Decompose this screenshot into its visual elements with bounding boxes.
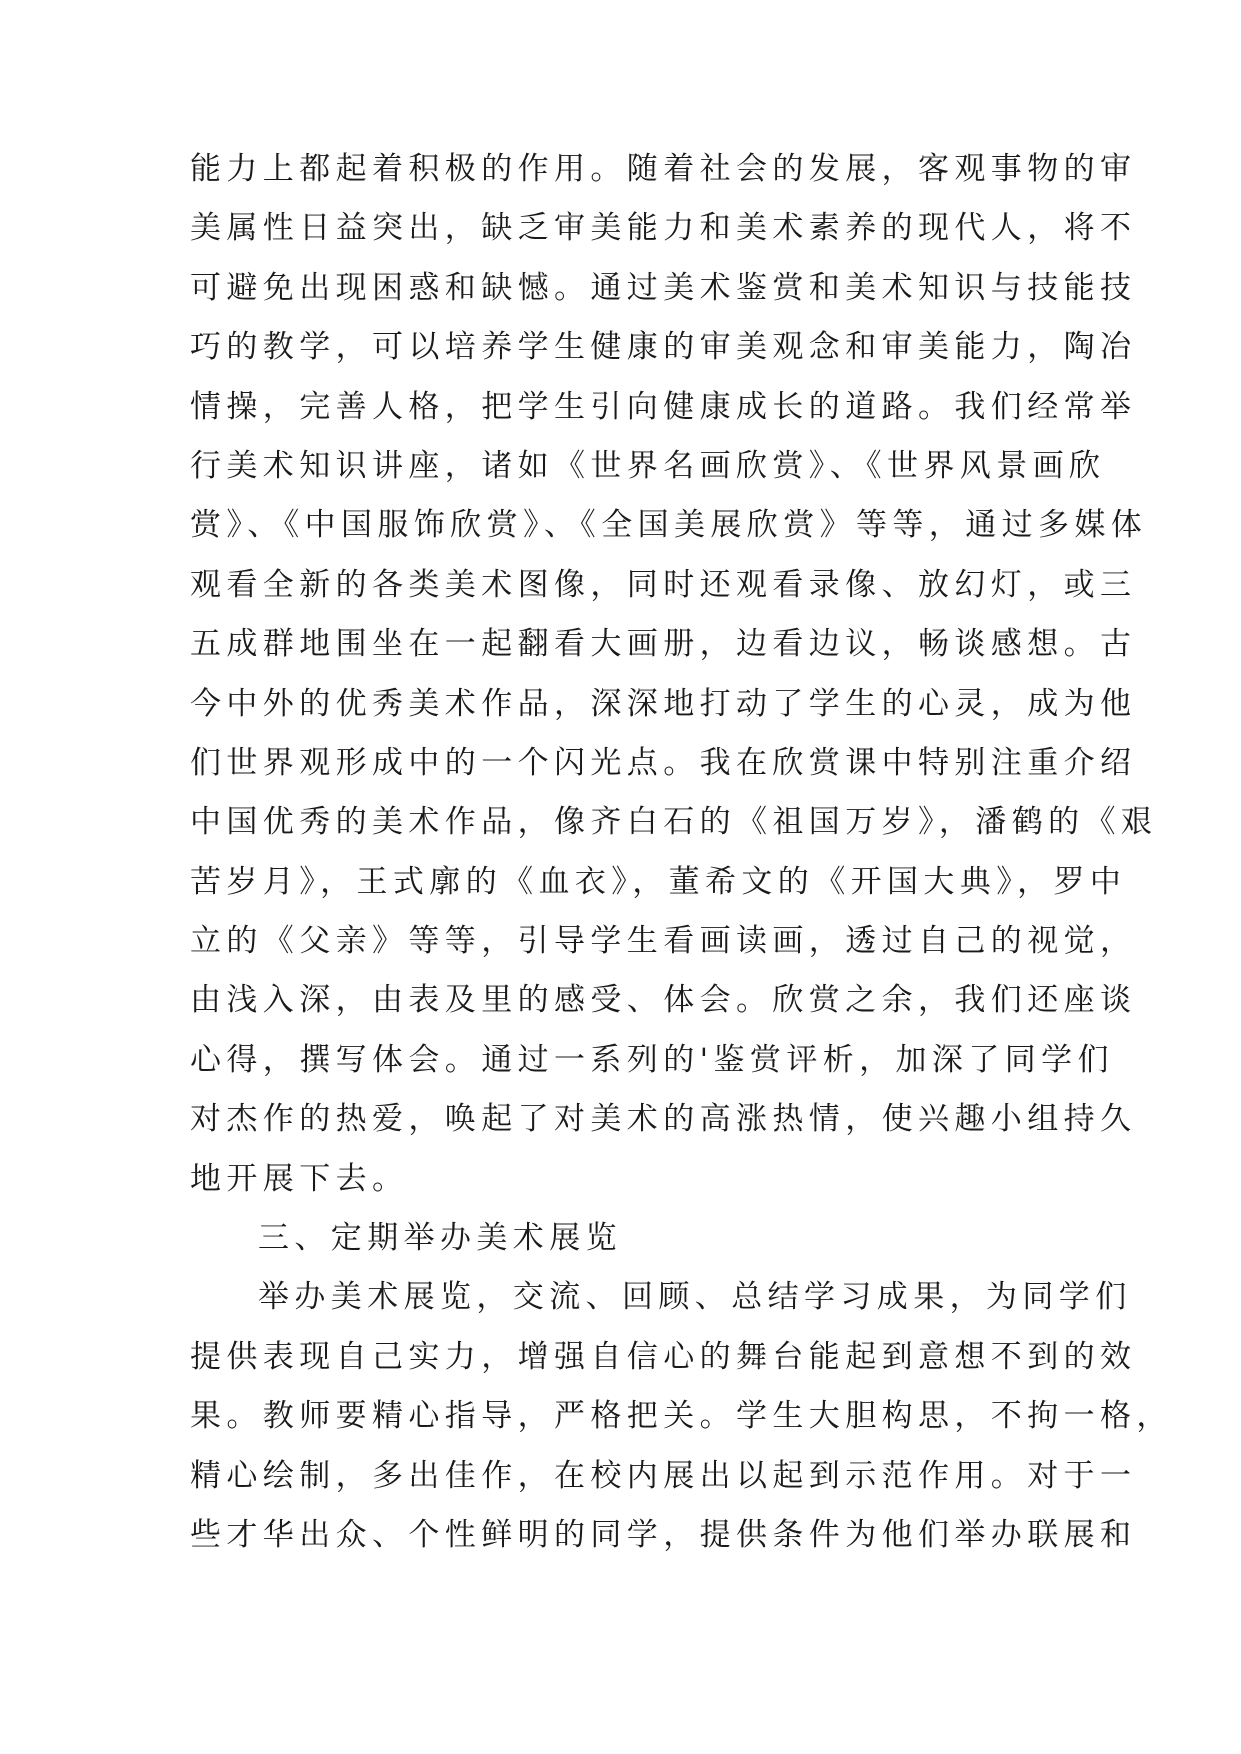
text-line: 中国优秀的美术作品，像齐白石的《祖国万岁》，潘鹤的《艰 bbox=[190, 804, 1158, 841]
text-line: 们世界观形成中的一个闪光点。我在欣赏课中特别注重介绍 bbox=[190, 744, 1137, 781]
text-line: 今中外的优秀美术作品，深深地打动了学生的心灵，成为他 bbox=[190, 685, 1137, 722]
text-line: 由浅入深，由表及里的感受、体会。欣赏之余，我们还座谈 bbox=[190, 982, 1137, 1019]
text-line: 提供表现自己实力，增强自信心的舞台能起到意想不到的效 bbox=[190, 1338, 1137, 1375]
text-line: 精心绘制，多出佳作，在校内展出以起到示范作用。对于一 bbox=[190, 1457, 1137, 1494]
text-line: 立的《父亲》等等，引导学生看画读画，透过自己的视觉， bbox=[190, 923, 1137, 960]
text-line: 对杰作的热爱，唤起了对美术的高涨热情，使兴趣小组持久 bbox=[190, 1101, 1137, 1138]
text-line: 些才华出众、个性鲜明的同学，提供条件为他们举办联展和 bbox=[190, 1516, 1137, 1553]
text-line: 可避免出现困惑和缺憾。通过美术鉴赏和美术知识与技能技 bbox=[190, 269, 1137, 306]
text-line: 巧的教学，可以培养学生健康的审美观念和审美能力，陶冶 bbox=[190, 329, 1137, 366]
text-line: 美属性日益突出，缺乏审美能力和美术素养的现代人，将不 bbox=[190, 210, 1137, 247]
section-heading: 三、定期举办美术展览 bbox=[258, 1220, 622, 1257]
text-line: 赏》、《中国服饰欣赏》、《全国美展欣赏》等等，通过多媒体 bbox=[190, 507, 1148, 544]
body-text bbox=[190, 140, 1173, 1565]
text-line: 苦岁月》，王式廓的《血衣》，董希文的《开国大典》，罗中 bbox=[190, 863, 1127, 900]
text-line: 心得，撰写体会。通过一系列的'鉴赏评析，加深了同学们 bbox=[190, 1041, 1114, 1078]
text-line: 果。教师要精心指导，严格把关。学生大胆构思，不拘一格， bbox=[190, 1398, 1173, 1435]
text-line: 情操，完善人格，把学生引向健康成长的道路。我们经常举 bbox=[190, 388, 1137, 425]
text-line: 举办美术展览，交流、回顾、总结学习成果，为同学们 bbox=[258, 1279, 1132, 1316]
text-line: 行美术知识讲座，诸如《世界名画欣赏》、《世界风景画欣 bbox=[190, 447, 1106, 484]
text-line: 观看全新的各类美术图像，同时还观看录像、放幻灯，或三 bbox=[190, 566, 1137, 603]
text-line: 五成群地围坐在一起翻看大画册，边看边议，畅谈感想。古 bbox=[190, 626, 1137, 663]
text-line: 能力上都起着积极的作用。随着社会的发展，客观事物的审 bbox=[190, 151, 1137, 187]
text-line: 地开展下去。 bbox=[190, 1160, 409, 1197]
